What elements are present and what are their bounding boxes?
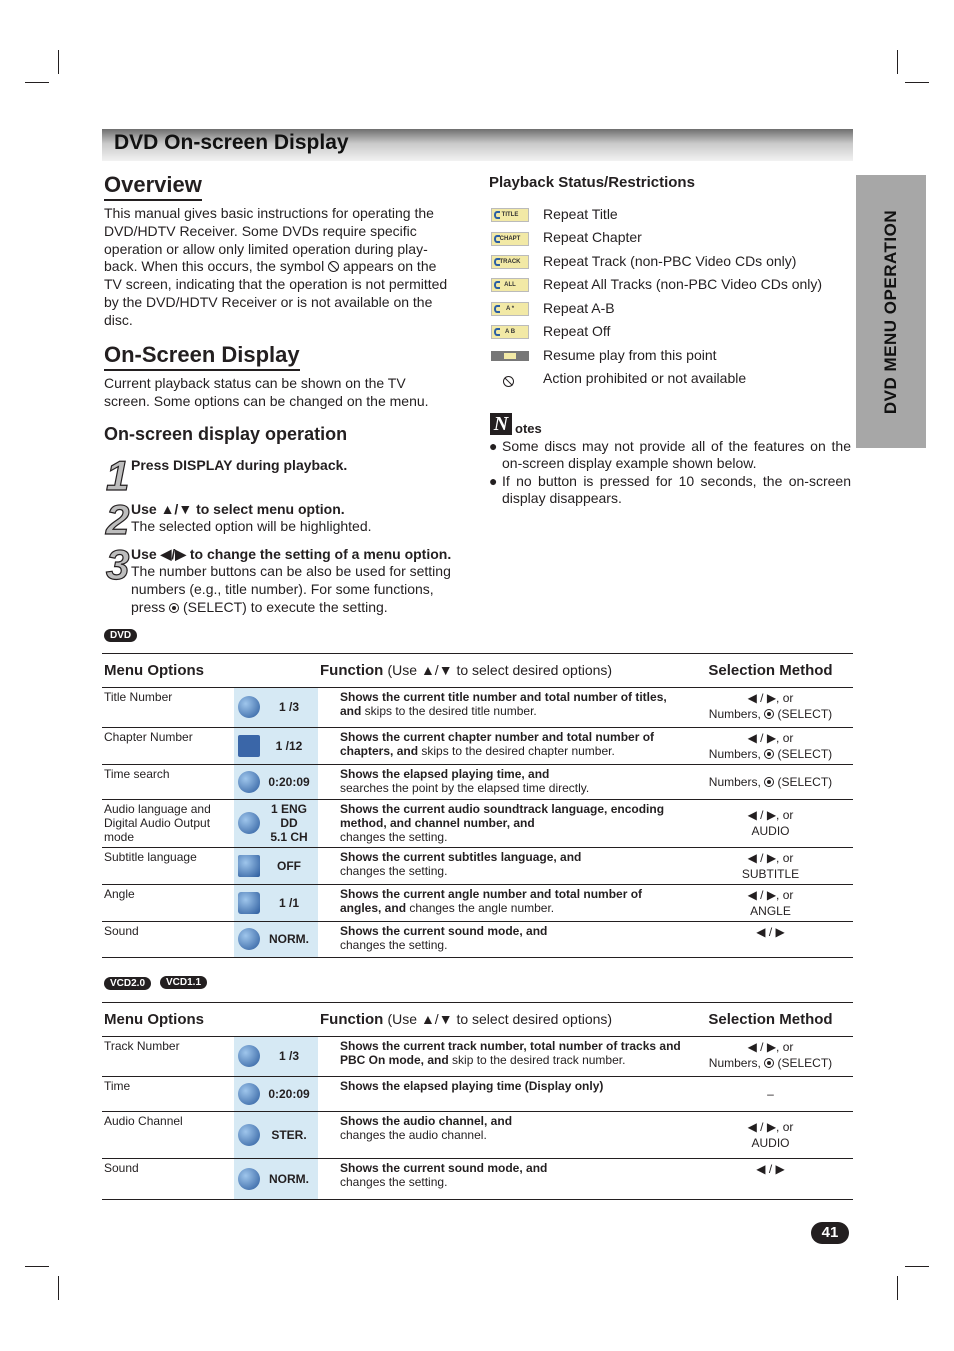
selection-line	[690, 746, 851, 762]
onscreen-subheading: On-screen display operation	[104, 424, 348, 444]
chapter-icon	[238, 735, 260, 757]
display-value: 1 ENG DD 5.1 CH	[270, 802, 308, 844]
bullet: ●	[489, 438, 498, 454]
step-title: Use ▲/▼ to select menu option.	[131, 501, 345, 517]
overview-line: DVD/HDTV Receiver. Some DVDs require specific	[104, 222, 417, 239]
table-row	[102, 1036, 853, 1076]
selection-method	[688, 847, 853, 884]
selection-line: ◀ / ▶, or	[747, 850, 794, 865]
clock-icon	[238, 771, 260, 793]
notes-line: display disappears.	[502, 490, 622, 507]
crop-mark	[58, 50, 59, 74]
function-text	[318, 921, 688, 957]
step-title: Use ◀/▶ to change the setting of a menu option.	[131, 546, 452, 562]
bullet: ●	[489, 472, 498, 489]
overview-line-part: back. When this occurs, the symbol	[104, 258, 325, 275]
function-rest: changes the setting.	[340, 937, 448, 952]
function-text	[318, 799, 688, 847]
function-label: Function	[320, 661, 384, 679]
function-bold: Shows the current sound mode, and	[340, 1160, 548, 1175]
selection-text: (SELECT)	[777, 774, 833, 789]
option-name: Title Number	[102, 687, 234, 727]
notes-heading: otes	[515, 421, 542, 436]
display-cell	[234, 884, 318, 921]
col-menu-options: Menu Options	[104, 1010, 204, 1028]
function-bold: Shows the current audio soundtrack language, encoding method, and channel number, and	[340, 801, 665, 830]
selection-method	[688, 764, 853, 799]
function-bold: Shows the current track number, total number of tracks and PBC On mode, and	[340, 1038, 681, 1067]
playback-item-label: Repeat Title	[543, 206, 618, 222]
playback-item-label: Repeat A-B	[543, 300, 615, 316]
table-row	[102, 884, 853, 921]
notes-item	[489, 473, 851, 508]
function-text	[318, 884, 688, 921]
display-value: 1 /3	[278, 700, 299, 714]
repeat-track-icon	[491, 255, 529, 269]
step-line-part: press	[131, 598, 166, 615]
table-row	[102, 1076, 853, 1111]
selection-line	[690, 706, 851, 722]
selection-line: –	[767, 1086, 774, 1101]
selection-line: ◀ / ▶, or	[747, 730, 794, 745]
selection-line: ◀ / ▶, or	[747, 808, 794, 822]
option-name: Time search	[102, 764, 234, 799]
selection-method	[688, 1111, 853, 1158]
repeat-chapter-icon	[491, 232, 529, 246]
col-function	[318, 654, 688, 687]
display-cell	[234, 1158, 318, 1199]
audio-icon	[238, 1124, 260, 1146]
selection-text: Numbers,	[708, 1055, 761, 1070]
col-menu-options: Menu Options	[104, 661, 204, 679]
selection-line: ANGLE	[750, 903, 791, 918]
function-text	[318, 1076, 688, 1111]
option-name: Chapter Number	[102, 727, 234, 764]
icon-text: A B	[504, 329, 516, 335]
selection-line: ◀ / ▶, or	[747, 887, 794, 902]
selection-line: ◀ / ▶	[756, 924, 785, 939]
function-text	[318, 847, 688, 884]
selection-method	[688, 687, 853, 727]
function-rest: changes the setting.	[340, 1174, 448, 1189]
prohibited-icon	[503, 373, 514, 391]
playback-item-label: Action prohibited or not available	[543, 370, 747, 386]
playback-item-label: Repeat Off	[543, 323, 611, 339]
selection-line: AUDIO	[751, 824, 790, 838]
icon-text: CHAPT	[499, 236, 521, 242]
playback-heading: Playback Status/Restrictions	[489, 174, 695, 191]
display-cell	[234, 764, 318, 799]
selection-line: ◀ / ▶	[756, 1161, 785, 1176]
option-name: Track Number	[102, 1036, 234, 1076]
crop-mark	[25, 1266, 49, 1267]
overview-line: by the DVD/HDTV Receiver or is not available on the	[104, 293, 433, 310]
function-text	[318, 687, 688, 727]
option-name: Subtitle language	[102, 847, 234, 884]
function-rest: changes the setting.	[340, 863, 448, 878]
display-cell	[234, 1076, 318, 1111]
display-value: NORM.	[269, 932, 309, 946]
overview-line: This manual gives basic instructions for operating the	[104, 205, 434, 221]
col-function	[318, 1003, 688, 1036]
side-tab	[856, 175, 926, 448]
selection-text: (SELECT)	[777, 706, 833, 721]
selection-line	[690, 1055, 851, 1071]
crop-mark	[905, 1266, 929, 1267]
track-icon	[238, 1045, 260, 1067]
repeat-title-icon	[491, 208, 529, 222]
select-icon	[764, 749, 774, 759]
crop-mark	[58, 1276, 59, 1300]
display-value: 1 /1	[278, 895, 299, 910]
display-cell	[234, 727, 318, 764]
option-name: Sound	[102, 921, 234, 957]
function-rest: changes the setting.	[340, 829, 448, 844]
table-header-row	[102, 654, 853, 687]
selection-method	[688, 799, 853, 847]
selection-text: (SELECT)	[777, 746, 833, 761]
table-header-row	[102, 1003, 853, 1036]
selection-method	[688, 1158, 853, 1199]
function-bold: Shows the current chapter number and total number of chapters, and	[340, 729, 655, 758]
crop-mark	[25, 82, 49, 83]
function-note: (Use ▲/▼ to select desired options)	[387, 661, 613, 678]
function-text	[318, 1158, 688, 1199]
table-row	[102, 1158, 853, 1199]
selection-text: Numbers,	[708, 706, 761, 721]
side-tab-label: DVD MENU OPERATION	[881, 209, 900, 414]
display-value: STER.	[271, 1127, 307, 1142]
dvd-badge: DVD	[104, 629, 137, 642]
notes-item	[489, 438, 851, 473]
playback-item-label: Resume play from this point	[543, 347, 717, 363]
icon-text: A *	[505, 306, 515, 312]
step-number: 2	[106, 496, 130, 543]
clock-icon	[238, 1083, 260, 1105]
selection-method	[688, 1076, 853, 1111]
playback-item-label: Repeat Chapter	[543, 229, 642, 245]
onscreen-line: Current playback status can be shown on the TV	[104, 375, 406, 391]
selection-method	[688, 1036, 853, 1076]
page-number: 41	[811, 1222, 849, 1244]
function-text	[318, 764, 688, 799]
display-value: 0:20:09	[268, 774, 310, 789]
audio-icon	[238, 812, 260, 834]
title-icon	[238, 696, 260, 718]
function-text	[318, 1111, 688, 1158]
table-row	[102, 847, 853, 884]
overview-text	[104, 205, 469, 330]
display-value: 1 /12	[275, 738, 303, 753]
icon-text: ALL	[504, 282, 516, 288]
step-line: numbers (e.g., title number). For some functions,	[131, 580, 434, 597]
onscreen-text	[104, 375, 469, 411]
selection-line	[690, 774, 851, 790]
selection-text: (SELECT)	[777, 1055, 833, 1070]
function-note: (Use ▲/▼ to select desired options)	[387, 1010, 613, 1027]
sound-icon	[238, 1168, 260, 1190]
table-row	[102, 727, 853, 764]
function-label: Function	[320, 1010, 384, 1028]
playback-item-label: Repeat All Tracks (non-PBC Video CDs only)	[543, 276, 823, 292]
selection-method	[688, 727, 853, 764]
overview-line: operation or allow only limited operation during play-	[104, 240, 428, 257]
function-rest: changes the angle number.	[406, 900, 555, 915]
subtitle-icon	[238, 855, 260, 877]
display-cell	[234, 1111, 318, 1158]
selection-method	[688, 921, 853, 957]
sound-icon	[238, 928, 260, 950]
function-rest: skips to the desired title number.	[361, 703, 537, 718]
crop-mark	[897, 1276, 898, 1300]
onscreen-line: screen. Some options can be changed on the menu.	[104, 392, 429, 409]
crop-mark	[897, 50, 898, 74]
table-row	[102, 799, 853, 847]
crop-mark	[905, 82, 929, 83]
overview-line: TV screen, indicating that the operation is not permitted	[104, 276, 448, 293]
selection-line: ◀ / ▶, or	[747, 1119, 794, 1134]
selection-text: Numbers,	[708, 746, 761, 761]
option-name: Sound	[102, 1158, 234, 1199]
function-bold: Shows the audio channel, and	[340, 1113, 513, 1128]
section-title-bar	[102, 129, 853, 161]
notes-line: If no button is pressed for 10 seconds, the on-screen	[502, 472, 851, 489]
overview-line	[104, 258, 469, 276]
function-bold: Shows the elapsed playing time, and	[340, 766, 550, 781]
icon-text: TRACK	[499, 259, 521, 265]
display-cell	[234, 687, 318, 727]
resume-icon	[491, 351, 529, 361]
step-line-part: (SELECT) to execute the setting.	[183, 598, 388, 615]
notes-icon: N	[490, 413, 512, 435]
option-name: Audio language and Digital Audio Output mode	[102, 799, 234, 847]
angle-icon	[238, 892, 260, 914]
option-name: Audio Channel	[102, 1111, 234, 1158]
display-value: 0:20:09	[268, 1086, 310, 1101]
vcd-options-table	[102, 1003, 853, 1200]
vcd11-badge: VCD1.1	[160, 976, 207, 989]
function-rest: skips to the desired chapter number.	[418, 743, 615, 758]
table-row	[102, 1111, 853, 1158]
function-bold: Shows the elapsed playing time (Display only)	[340, 1078, 604, 1093]
display-value: NORM.	[269, 1171, 309, 1186]
step-line: The number buttons can be also be used for setting	[131, 563, 451, 579]
selection-method	[688, 884, 853, 921]
selection-text: Numbers,	[708, 774, 761, 789]
step-line	[131, 599, 471, 617]
playback-item-label: Repeat Track (non-PBC Video CDs only)	[543, 253, 797, 269]
select-icon	[764, 1058, 774, 1068]
icon-text: TITLE	[501, 212, 519, 218]
function-bold: Shows the current title number and total number of titles, and	[340, 689, 667, 718]
notes-line: on-screen display example shown below.	[502, 455, 757, 472]
step-text: The selected option will be highlighted.	[131, 518, 372, 534]
notes-line: Some discs may not provide all of the features on the	[502, 438, 851, 454]
display-cell	[234, 847, 318, 884]
prohibited-icon	[328, 261, 339, 272]
option-name: Time	[102, 1076, 234, 1111]
display-value: 1 /3	[278, 1049, 299, 1063]
step-text	[131, 563, 471, 616]
step-title: Press DISPLAY during playback.	[131, 457, 348, 473]
display-cell	[234, 799, 318, 847]
selection-line: AUDIO	[751, 1135, 790, 1150]
overview-line-part: appears on the	[342, 258, 437, 275]
function-rest: changes the audio channel.	[340, 1127, 487, 1142]
table-row	[102, 687, 853, 727]
display-cell	[234, 1036, 318, 1076]
select-icon	[169, 603, 179, 613]
select-icon	[764, 777, 774, 787]
dvd-options-table	[102, 654, 853, 958]
selection-line: ◀ / ▶, or	[747, 690, 794, 705]
col-selection: Selection Method	[708, 1010, 833, 1028]
notes-list	[489, 438, 851, 508]
overview-heading: Overview	[104, 172, 202, 201]
vcd20-badge: VCD2.0	[104, 977, 151, 990]
select-icon	[764, 709, 774, 719]
option-name: Angle	[102, 884, 234, 921]
repeat-ab-icon	[491, 302, 529, 316]
onscreen-heading: On-Screen Display	[104, 342, 300, 371]
page-title: DVD On-screen Display	[114, 131, 349, 154]
selection-line: SUBTITLE	[741, 866, 800, 881]
function-rest: skip to the desired track number.	[448, 1052, 626, 1067]
col-selection: Selection Method	[708, 661, 833, 679]
function-text	[318, 727, 688, 764]
table-row	[102, 921, 853, 957]
display-cell	[234, 921, 318, 957]
selection-line: ◀ / ▶, or	[747, 1039, 794, 1054]
function-bold: Shows the current angle number and total number of angles, and	[340, 886, 643, 915]
repeat-off-icon	[491, 325, 529, 339]
display-value: OFF	[277, 858, 301, 873]
function-rest: searches the point by the elapsed time directly.	[340, 780, 590, 795]
step-number: 1	[106, 452, 130, 499]
step-number: 3	[106, 541, 130, 588]
function-text	[318, 1036, 688, 1076]
overview-line: disc.	[104, 311, 133, 328]
function-bold: Shows the current subtitles language, and	[340, 849, 582, 864]
function-bold: Shows the current sound mode, and	[340, 923, 548, 938]
table-row	[102, 764, 853, 799]
repeat-all-icon	[491, 278, 529, 292]
